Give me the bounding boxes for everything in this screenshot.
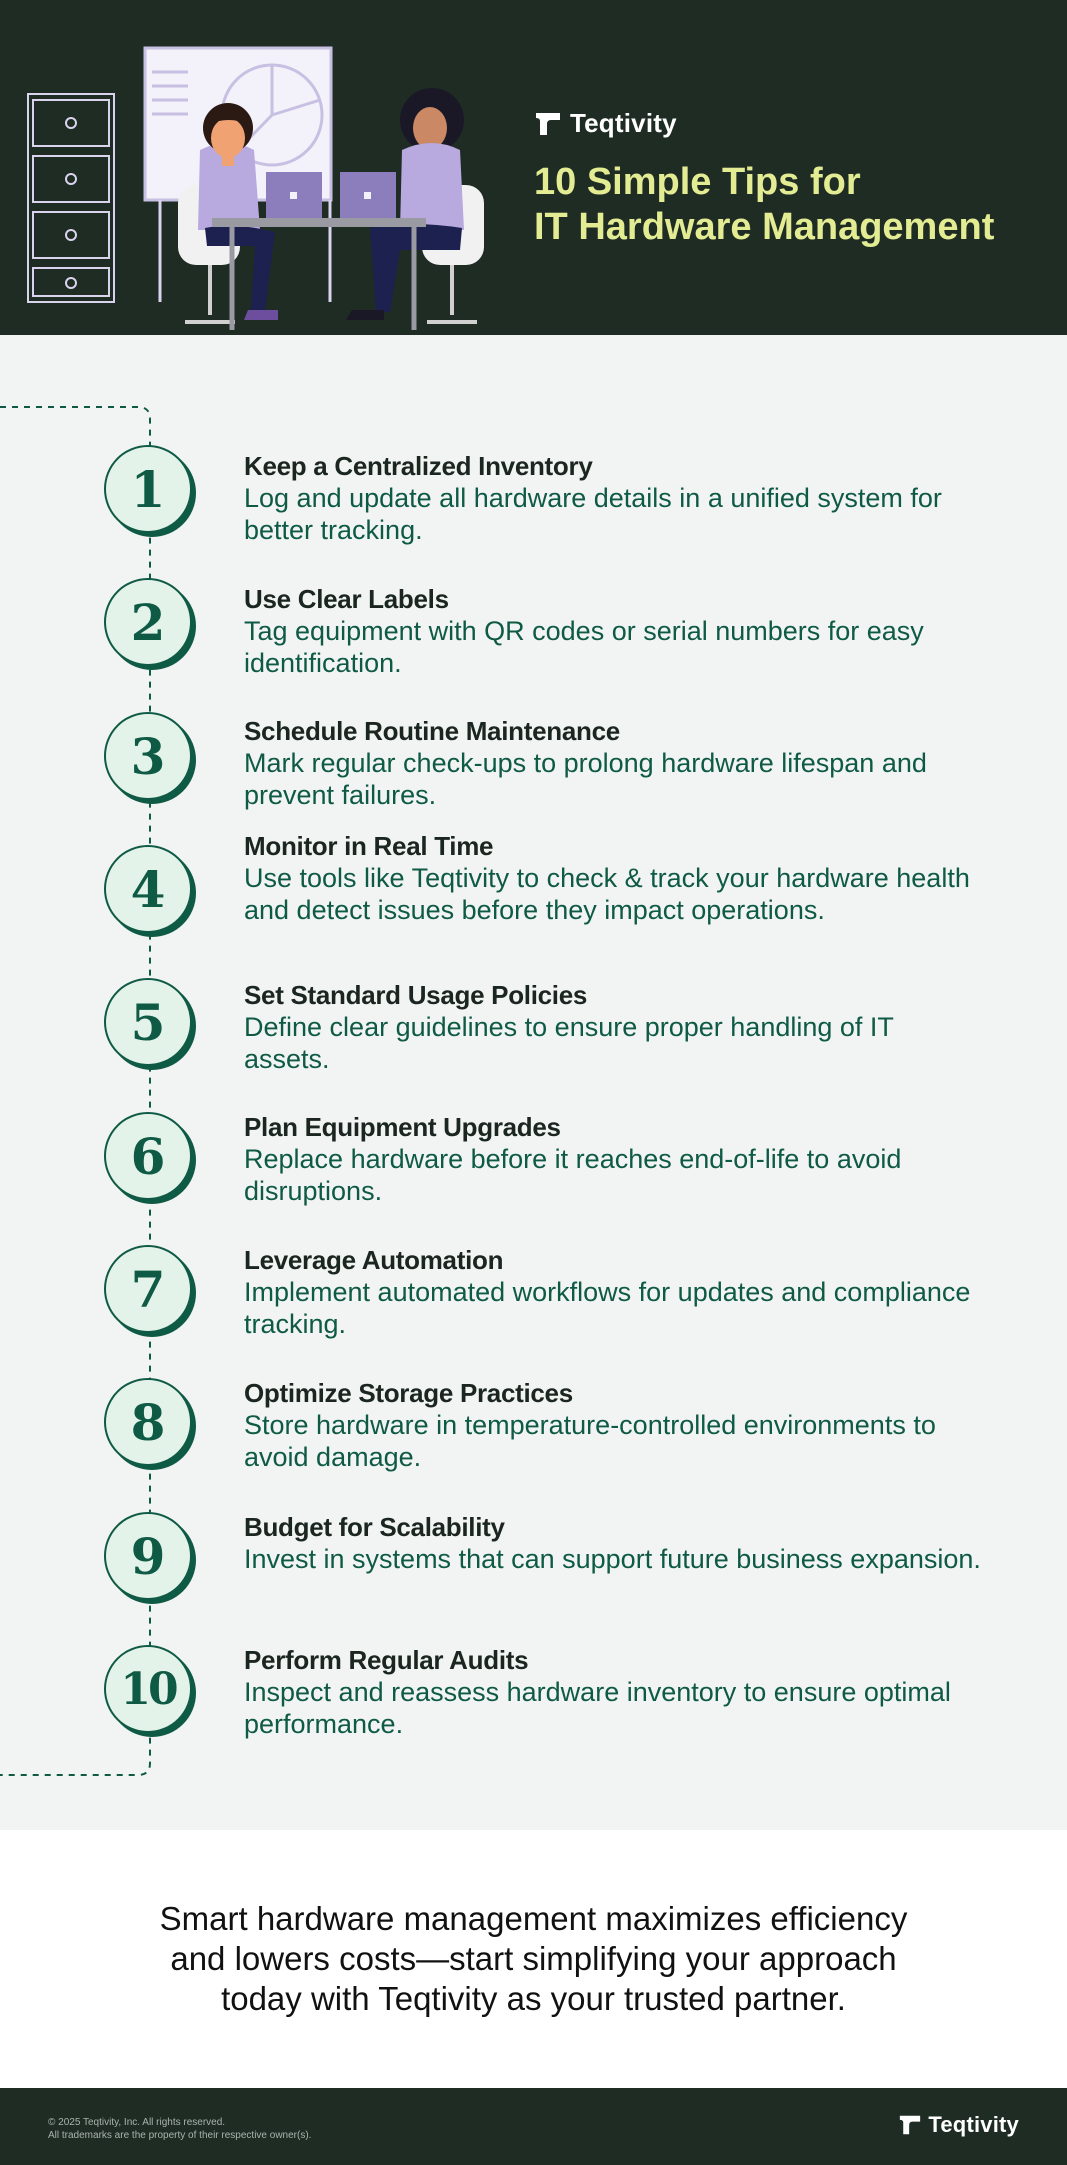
tip-title: Set Standard Usage Policies bbox=[244, 980, 588, 1010]
closing-text: Smart hardware management maximizes efficiency and lowers costs—start simplifying your approach today with Teqtivity as your trusted partner. bbox=[159, 1900, 908, 2017]
brand-name: Teqtivity bbox=[570, 108, 677, 138]
tip-title: Monitor in Real Time bbox=[244, 831, 494, 861]
tip-description: Store hardware in temperature-controlled environments to avoid damage. bbox=[244, 1410, 936, 1472]
tip-item bbox=[0, 1245, 1067, 1365]
tip-description: Mark regular check-ups to prolong hardware lifespan and prevent failures. bbox=[244, 748, 927, 810]
tip-description: Use tools like Teqtivity to check & track your hardware health and detect issues before they impact operations. bbox=[244, 863, 970, 925]
copyright bbox=[48, 2116, 311, 2142]
tip-title: Use Clear Labels bbox=[244, 584, 449, 614]
tips-section bbox=[0, 335, 1067, 1830]
page-title bbox=[534, 160, 1054, 250]
tip-item bbox=[0, 831, 1067, 965]
footer-brand-name: Teqtivity bbox=[928, 2112, 1019, 2137]
footer-brand bbox=[898, 2112, 1019, 2138]
tip-item bbox=[0, 1112, 1067, 1232]
footer bbox=[0, 2088, 1067, 2165]
copyright-line-2: All trademarks are the property of their respective owner(s). bbox=[48, 2130, 312, 2141]
tip-number-badge: 4 bbox=[104, 845, 192, 933]
tip-item bbox=[0, 1512, 1067, 1632]
teqtivity-logo-icon bbox=[534, 111, 562, 137]
tip-item bbox=[0, 578, 1067, 698]
tip-description: Tag equipment with QR codes or serial numbers for easy identification. bbox=[244, 616, 924, 678]
closing-section bbox=[0, 1830, 1067, 2088]
tip-title: Plan Equipment Upgrades bbox=[244, 1112, 561, 1142]
tip-number-badge: 1 bbox=[104, 445, 192, 533]
tip-description: Implement automated workflows for updates and compliance tracking. bbox=[244, 1277, 971, 1339]
tip-title: Budget for Scalability bbox=[244, 1512, 505, 1542]
tip-item bbox=[0, 1378, 1067, 1498]
tip-item bbox=[0, 445, 1067, 565]
brand bbox=[534, 108, 677, 139]
copyright-line-1: © 2025 Teqtivity, Inc. All rights reserved. bbox=[48, 2117, 226, 2128]
tip-description: Log and update all hardware details in a unified system for better tracking. bbox=[244, 483, 942, 545]
tip-title: Leverage Automation bbox=[244, 1245, 504, 1275]
tip-title: Optimize Storage Practices bbox=[244, 1378, 573, 1408]
title-line-2: IT Hardware Management bbox=[534, 206, 995, 248]
tip-title: Keep a Centralized Inventory bbox=[244, 451, 593, 481]
tip-item bbox=[0, 1645, 1067, 1765]
tip-description: Replace hardware before it reaches end-of-life to avoid disruptions. bbox=[244, 1144, 902, 1206]
tip-number-badge: 3 bbox=[104, 712, 192, 800]
tip-number-badge: 2 bbox=[104, 578, 192, 666]
tip-number-badge: 7 bbox=[104, 1245, 192, 1333]
tip-item bbox=[0, 978, 1067, 1098]
tip-title: Schedule Routine Maintenance bbox=[244, 716, 620, 746]
tip-description: Inspect and reassess hardware inventory to ensure optimal performance. bbox=[244, 1677, 951, 1739]
header bbox=[0, 0, 1067, 335]
tip-number-badge: 6 bbox=[104, 1112, 192, 1200]
tip-number-badge: 9 bbox=[104, 1512, 192, 1600]
tip-number-badge: 10 bbox=[104, 1645, 192, 1733]
tip-number-badge: 5 bbox=[104, 978, 192, 1066]
title-line-1: 10 Simple Tips for bbox=[534, 161, 861, 203]
tip-title: Perform Regular Audits bbox=[244, 1645, 529, 1675]
tip-number-badge: 8 bbox=[104, 1378, 192, 1466]
tip-item bbox=[0, 712, 1067, 832]
office-workers-illustration bbox=[0, 0, 520, 335]
tip-description: Define clear guidelines to ensure proper handling of IT assets. bbox=[244, 1012, 894, 1074]
tip-description: Invest in systems that can support future business expansion. bbox=[244, 1544, 981, 1574]
teqtivity-logo-icon bbox=[898, 2114, 922, 2136]
